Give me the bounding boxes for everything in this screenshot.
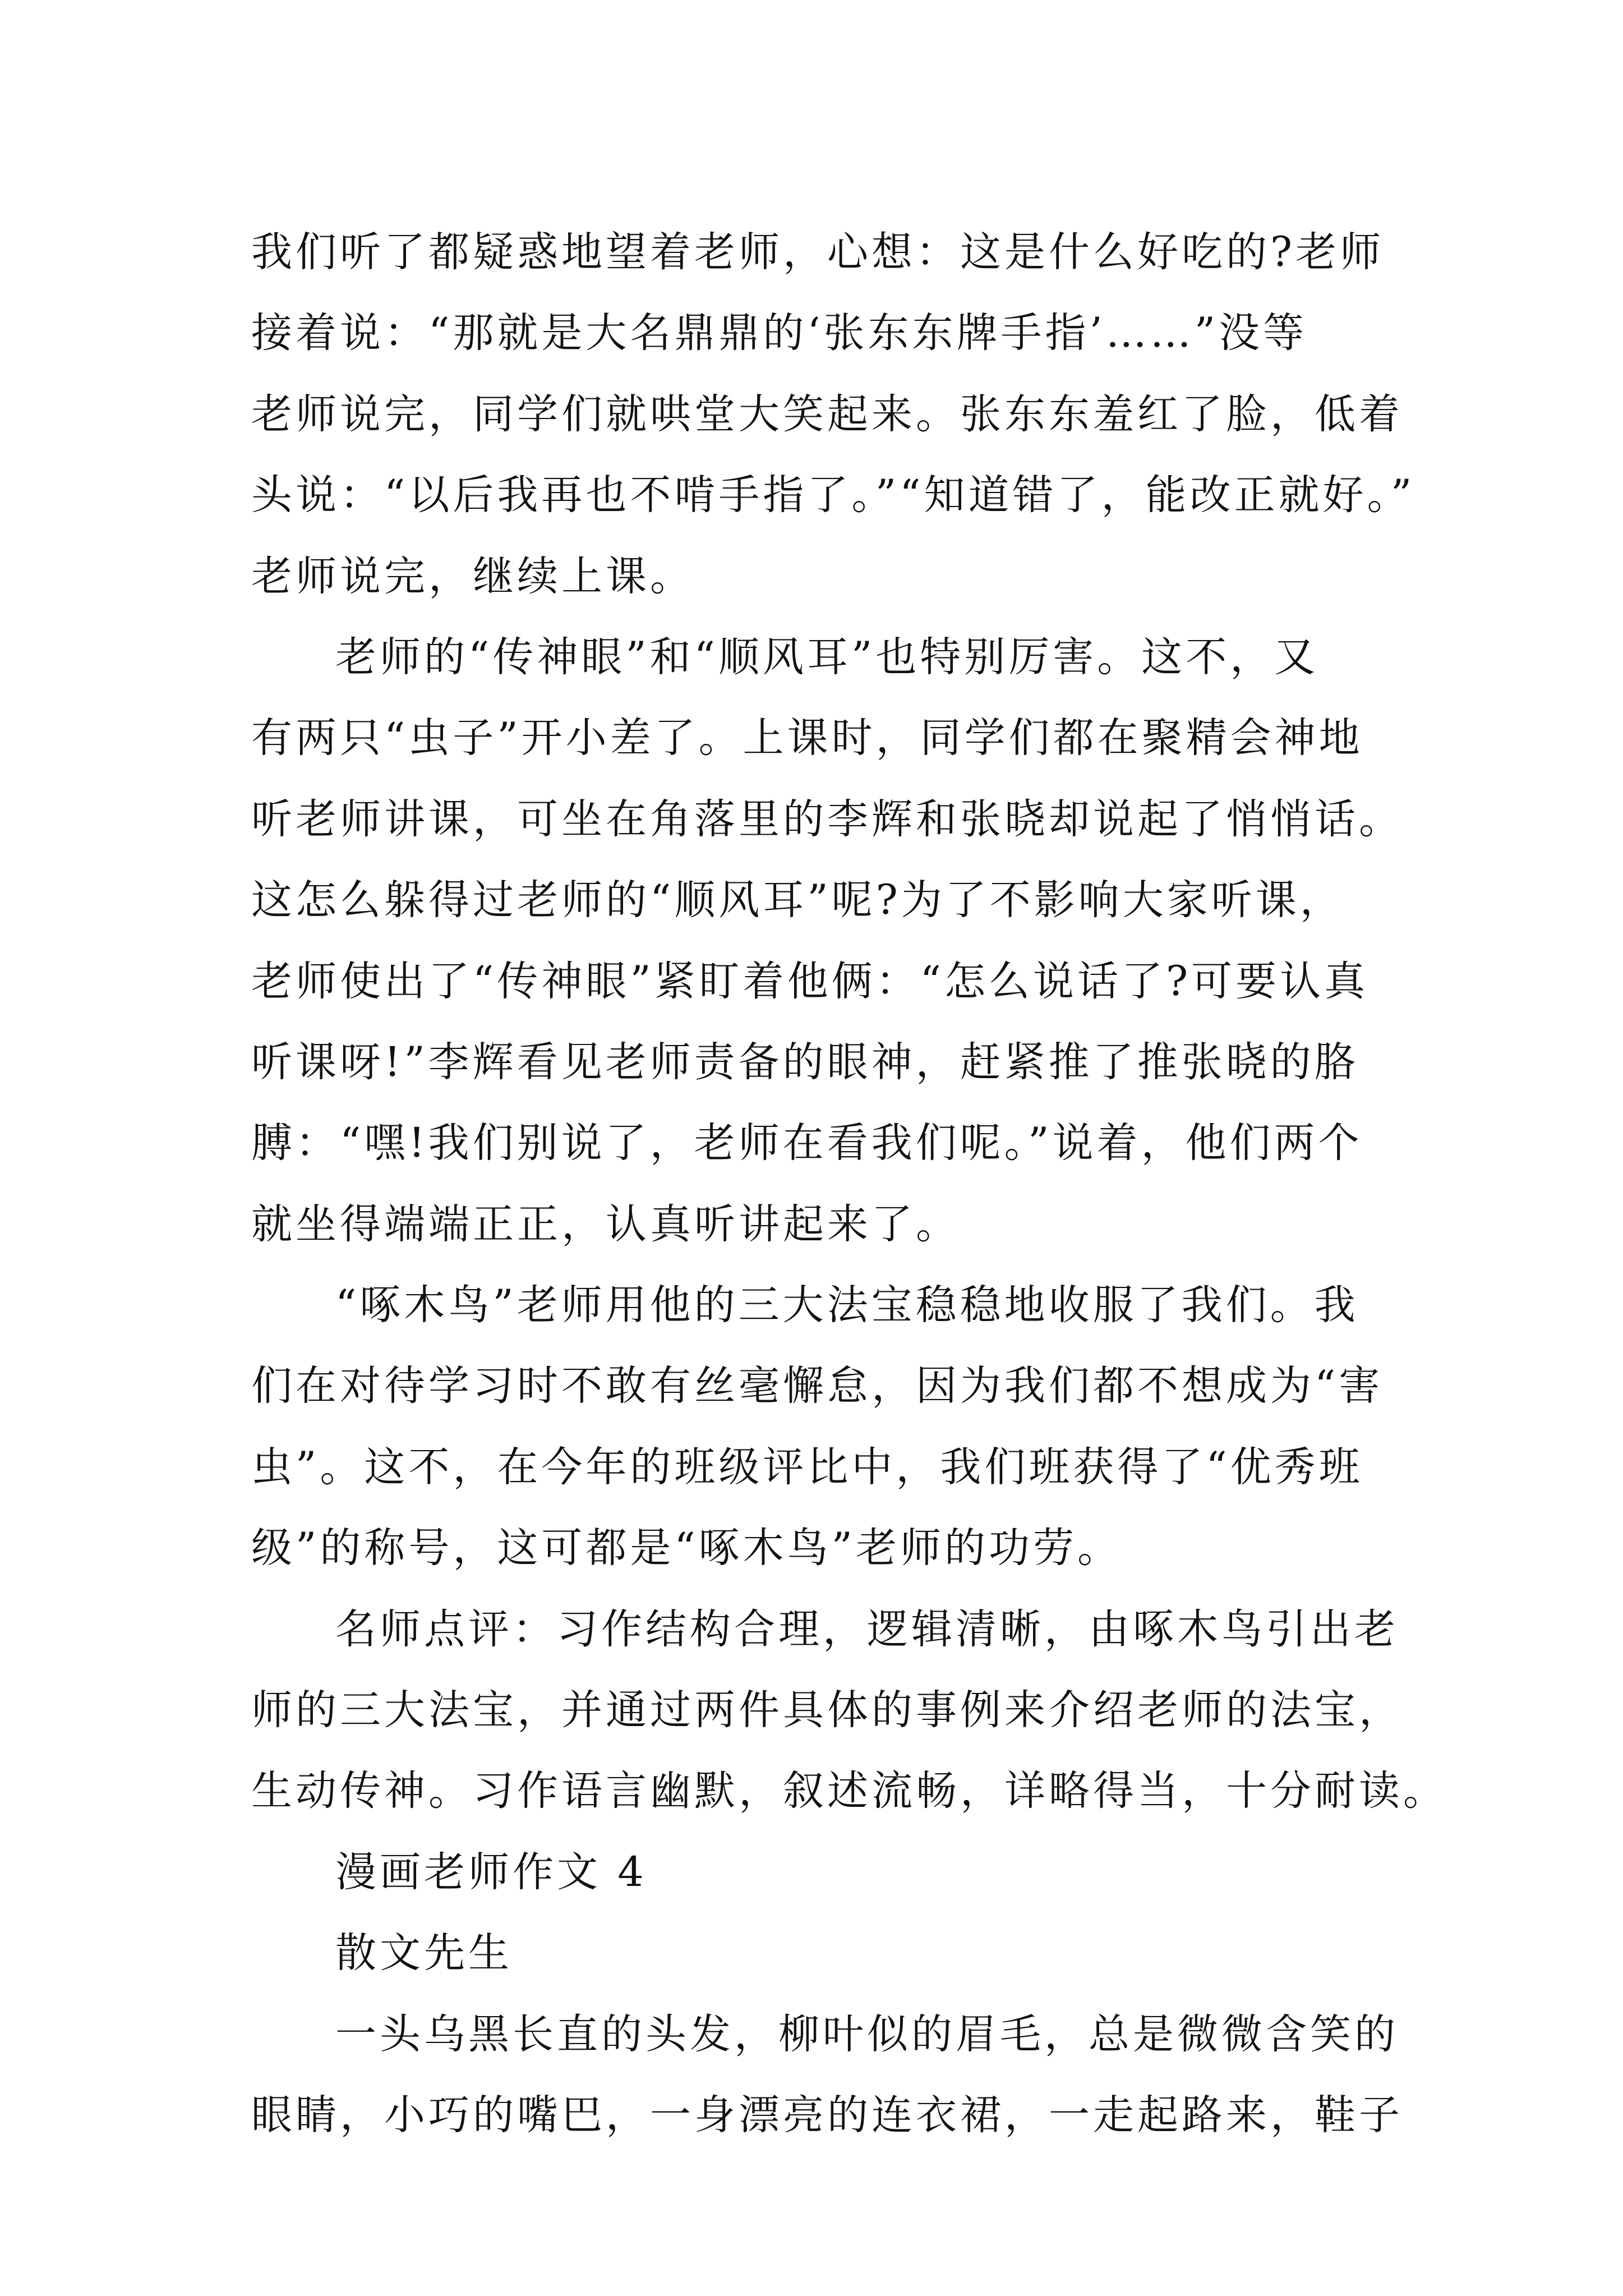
text-line: 听课呀!”李辉看见老师责备的眼神，赶紧推了推张晓的胳	[251, 1038, 1359, 1086]
text-line: 老师说完，继续上课。	[251, 552, 694, 600]
text-line: 虫”。这不，在今年的班级评比中，我们班获得了“优秀班	[251, 1443, 1363, 1491]
document-body	[251, 212, 1447, 2156]
text-line: 散文先生	[335, 1929, 513, 1977]
text-line: 这怎么躲得过老师的“顺风耳”呢?为了不影响大家听课，	[251, 876, 1344, 924]
text-line: 就坐得端端正正，认真听讲起来了。	[251, 1200, 960, 1248]
text-line: 一头乌黑长直的头发，柳叶似的眉毛，总是微微含笑的	[335, 2010, 1399, 2058]
text-line: 师的三大法宝，并通过两件具体的事例来介绍老师的法宝，	[251, 1686, 1403, 1734]
text-line: 名师点评：习作结构合理，逻辑清晰，由啄木鸟引出老	[335, 1605, 1399, 1653]
text-line: “啄木鸟”老师用他的三大法宝稳稳地收服了我们。我	[335, 1281, 1359, 1329]
text-line: 们在对待学习时不敢有丝毫懈怠，因为我们都不想成为“害	[251, 1362, 1384, 1410]
text-line: 老师说完，同学们就哄堂大笑起来。张东东羞红了脸，低着	[251, 390, 1403, 438]
text-line: 有两只“虫子”开小差了。上课时，同学们都在聚精会神地	[251, 714, 1363, 762]
text-line: 老师使出了“传神眼”紧盯着他俩：“怎么说话了?可要认真	[251, 957, 1369, 1005]
text-line: 级”的称号，这可都是“啄木鸟”老师的功劳。	[251, 1524, 1122, 1572]
text-line: 膊：“嘿!我们别说了，老师在看我们呢。”说着，他们两个	[251, 1119, 1363, 1167]
text-line: 我们听了都疑惑地望着老师，心想：这是什么好吃的?老师	[251, 228, 1385, 276]
text-line: 生动传神。习作语言幽默，叙述流畅，详略得当，十分耐读。	[251, 1767, 1447, 1815]
text-line: 老师的“传神眼”和“顺风耳”也特别厉害。这不，又	[335, 633, 1319, 681]
text-line: 眼睛，小巧的嘴巴，一身漂亮的连衣裙，一走起路来，鞋子	[251, 2091, 1403, 2139]
text-line: 漫画老师作文 4	[335, 1848, 647, 1896]
text-line: 接着说：“那就是大名鼎鼎的‘张东东牌手指’……”没等	[251, 309, 1308, 357]
text-line: 头说：“以后我再也不啃手指了。”“知道错了，能改正就好。”	[251, 471, 1415, 519]
text-line: 听老师讲课，可坐在角落里的李辉和张晓却说起了悄悄话。	[251, 795, 1403, 843]
